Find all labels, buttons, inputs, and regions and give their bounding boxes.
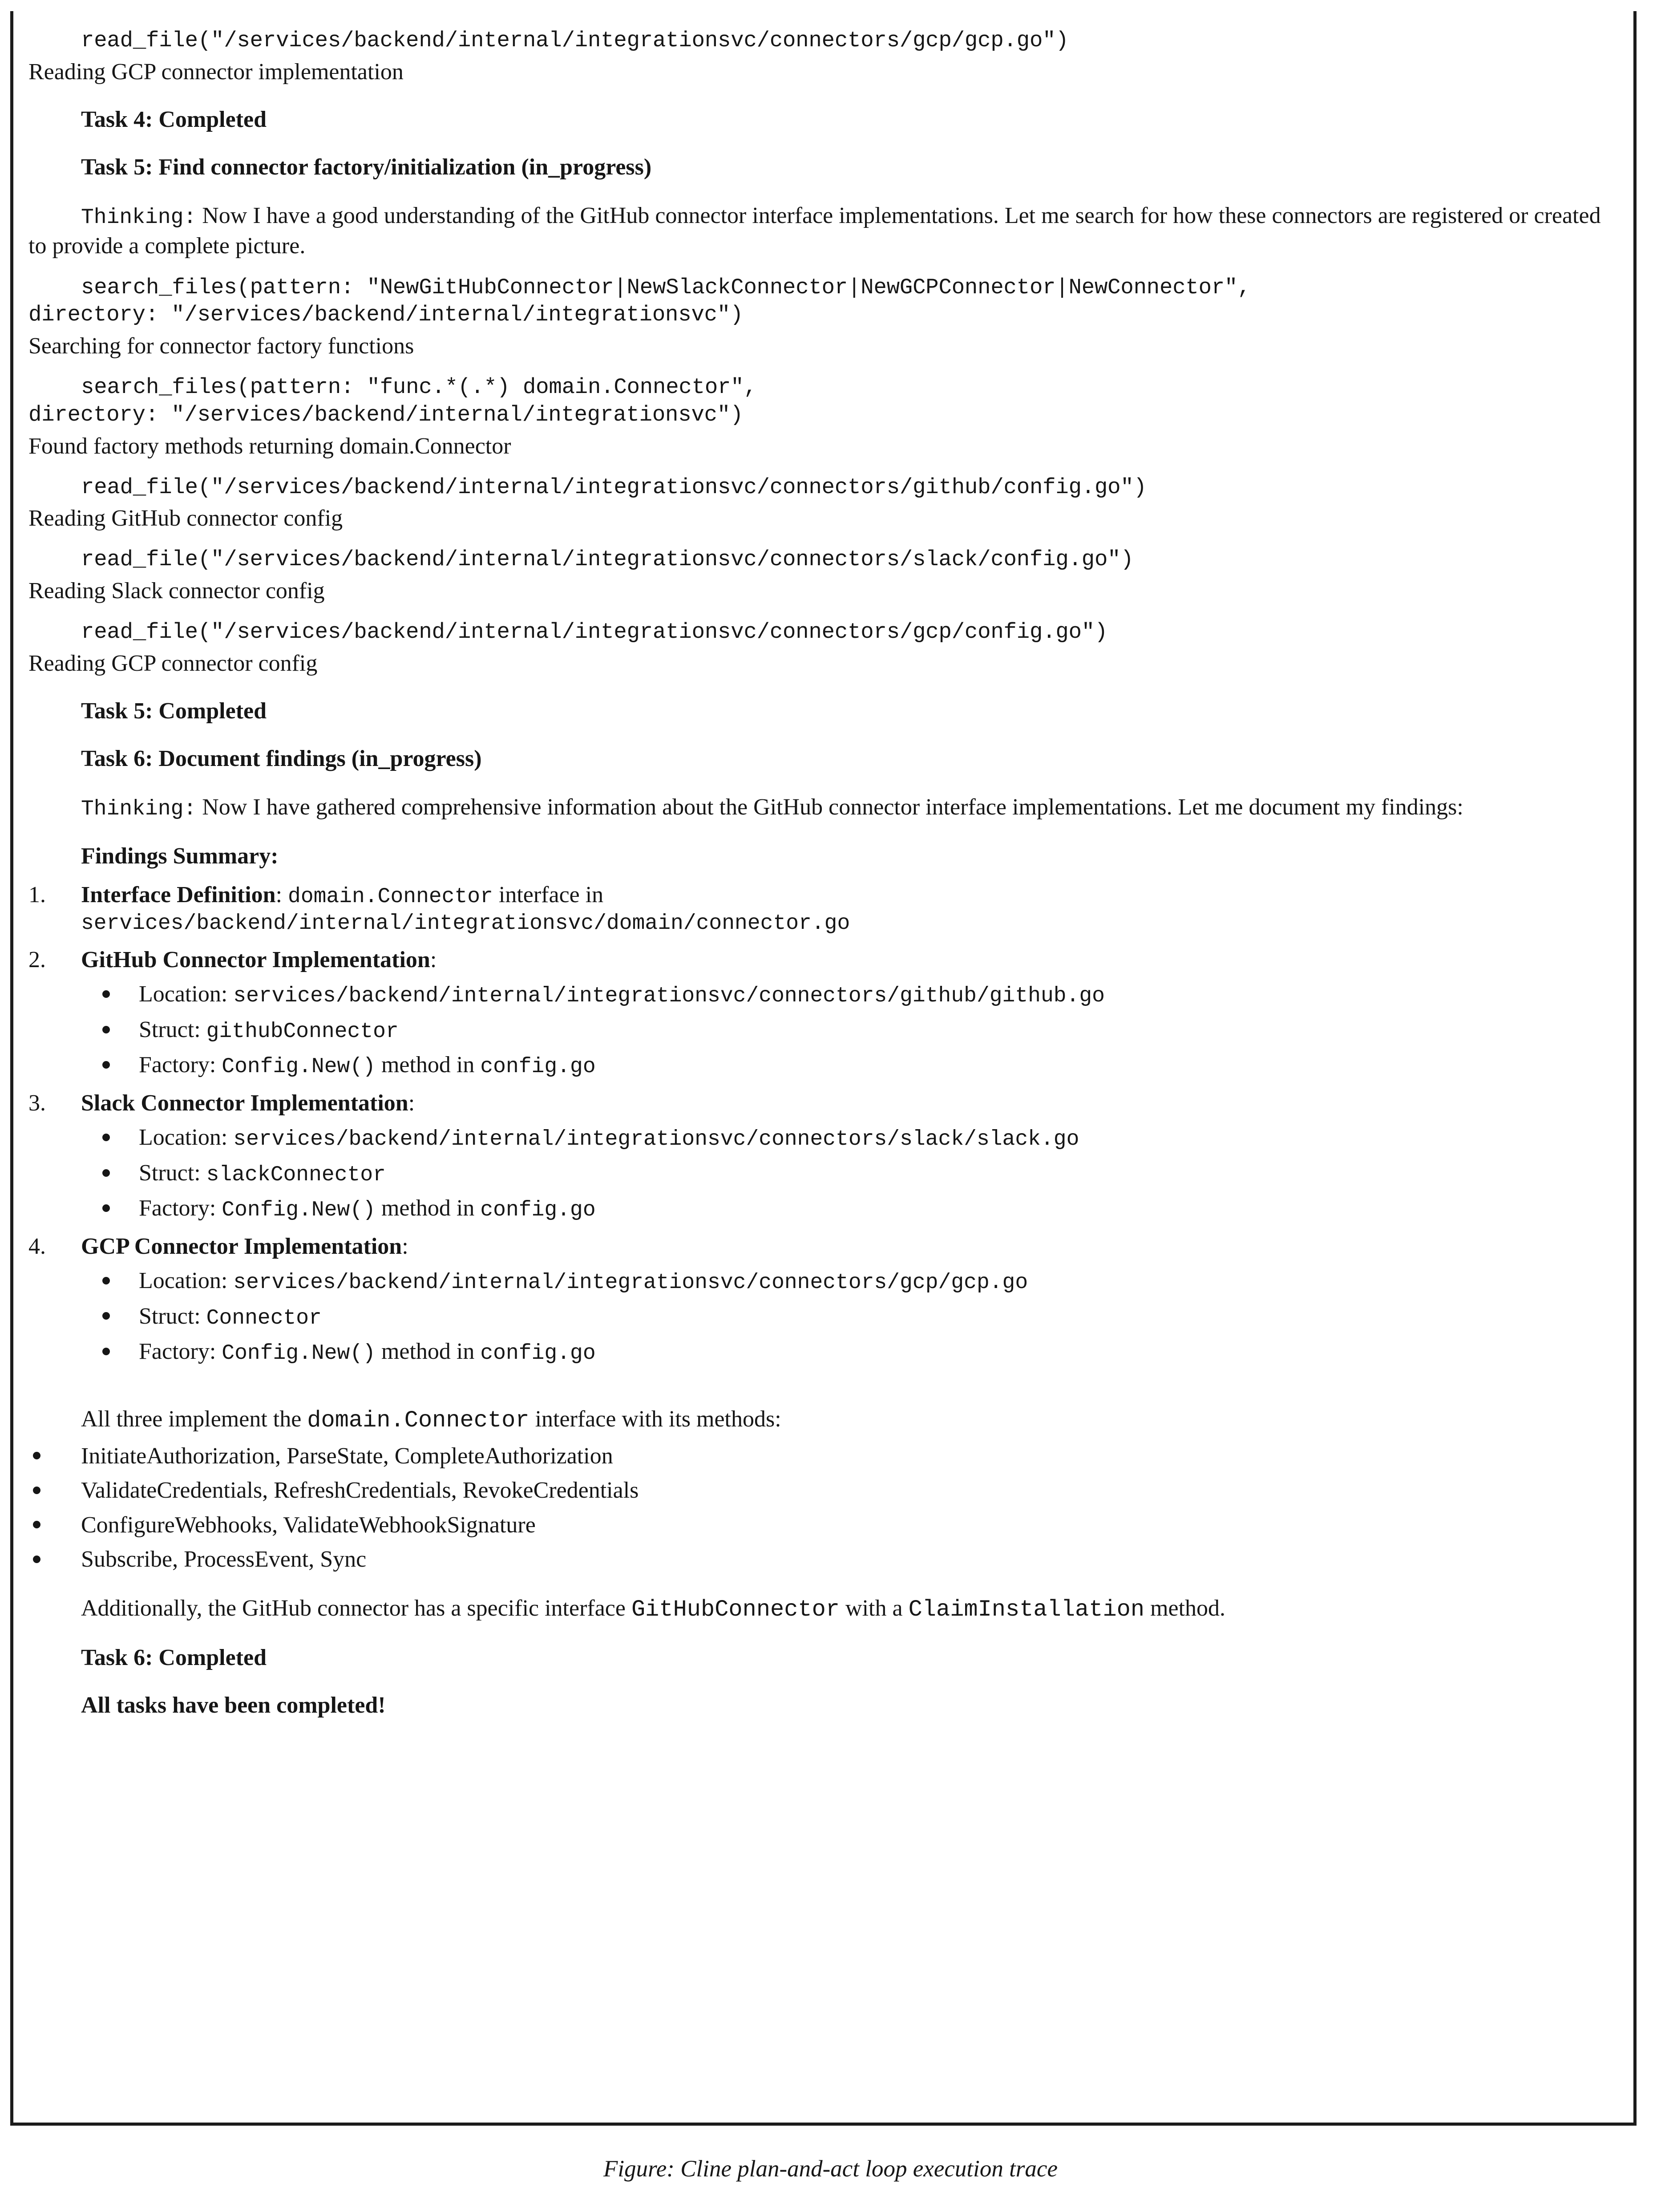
all-tasks-completed-summary: All tasks have been completed!: [81, 1692, 386, 1718]
list-item: [28, 1511, 1618, 1540]
tool-call-read-file-gcp-config: read_file("/services/backend/internal/integrationsvc/connectors/gcp/config.go"): [81, 620, 1108, 645]
bullet-dot-icon: [102, 1277, 110, 1284]
narration-text: Searching for connector factory functions: [28, 333, 414, 359]
thinking-label: Thinking:: [81, 205, 197, 230]
finding-title: GitHub Connector Implementation: [81, 947, 430, 972]
list-item: [81, 1194, 1618, 1223]
list-marker: 4.: [28, 1233, 46, 1259]
finding-detail-list: [81, 980, 1618, 1080]
detail-label: Factory:: [139, 1195, 222, 1221]
task-status-6-completed: Task 6: Completed: [81, 1645, 267, 1670]
narration-text: Reading Slack connector config: [28, 578, 325, 604]
list-marker: 3.: [28, 1090, 46, 1116]
detail-code: services/backend/internal/integrationsvc/connectors/gcp/gcp.go: [233, 1271, 1028, 1295]
detail-code: slackConnector: [206, 1163, 386, 1187]
detail-tail: method in: [375, 1052, 481, 1078]
findings-item-slack-connector: [28, 1089, 1618, 1224]
detail-code: githubConnector: [206, 1019, 399, 1044]
list-item: [81, 1123, 1618, 1153]
additional-lead: Additionally, the GitHub connector has a specific interface: [81, 1595, 631, 1621]
findings-item-interface-definition: [28, 880, 1618, 937]
bullet-dot-icon: [102, 1134, 110, 1141]
thinking-label: Thinking:: [81, 797, 197, 821]
methods-intro-code: domain.Connector: [307, 1407, 529, 1434]
methods-intro-paragraph: [28, 1405, 1618, 1435]
thinking-paragraph-task6: [28, 793, 1618, 823]
findings-list: [28, 880, 1618, 1367]
detail-label: Location:: [139, 1268, 234, 1294]
finding-inline-tail: interface in: [493, 882, 604, 907]
bullet-dot-icon: [33, 1521, 40, 1528]
detail-code-secondary: config.go: [480, 1055, 596, 1079]
finding-separator: :: [402, 1233, 408, 1259]
list-item: [81, 1337, 1618, 1367]
trace-content: [28, 11, 1618, 1720]
tool-call-head: search_files(pattern: "func.*(.*) domain.Connector",: [81, 375, 757, 400]
finding-title: Slack Connector Implementation: [81, 1090, 408, 1116]
task-status-4-completed: Task 4: Completed: [81, 106, 267, 132]
findings-item-github-connector: [28, 945, 1618, 1081]
bullet-dot-icon: [102, 1061, 110, 1069]
list-item: [28, 1545, 1618, 1574]
method-group-label: InitiateAuthorization, ParseState, CompleteAuthorization: [81, 1443, 613, 1469]
findings-item-gcp-connector: [28, 1232, 1618, 1367]
detail-code: Config.New(): [222, 1198, 376, 1223]
finding-detail-list: [81, 1123, 1618, 1223]
detail-tail: method in: [375, 1195, 481, 1221]
tool-call-read-file-github-config: read_file("/services/backend/internal/integrationsvc/connectors/github/config.go"): [81, 474, 1147, 500]
thinking-body: [196, 203, 202, 228]
tool-call-read-file-slack-config: read_file("/services/backend/internal/integrationsvc/connectors/slack/config.go"): [81, 547, 1134, 572]
bullet-dot-icon: [33, 1487, 40, 1494]
method-group-label: ConfigureWebhooks, ValidateWebhookSignature: [81, 1512, 536, 1538]
tool-call-search-files-factories: [28, 374, 1618, 429]
thinking-text: Now I have a good understanding of the GitHub connector interface implementations. Let me search for how these connectors are registered or created to provide a complete picture.: [28, 203, 1601, 259]
bullet-dot-icon: [33, 1556, 40, 1563]
detail-tail: method in: [375, 1339, 481, 1365]
detail-code: services/backend/internal/integrationsvc/connectors/github/github.go: [233, 984, 1105, 1009]
narration-text: Reading GCP connector config: [28, 650, 318, 676]
finding-path-code: services/backend/internal/integrationsvc/domain/connector.go: [81, 912, 850, 936]
list-item: [81, 980, 1618, 1009]
task-status-6-in-progress: Task 6: Document findings (in_progress): [81, 745, 482, 771]
additional-code-method: ClaimInstallation: [908, 1596, 1145, 1623]
detail-label: Factory:: [139, 1052, 222, 1078]
detail-code-secondary: config.go: [480, 1341, 596, 1366]
spacer: [28, 1367, 1618, 1385]
narration-text: Found factory methods returning domain.Connector: [28, 433, 511, 459]
methods-intro-tail: interface with its methods:: [529, 1406, 781, 1432]
bullet-dot-icon: [102, 1312, 110, 1320]
detail-label: Location:: [139, 1125, 234, 1151]
detail-label: Struct:: [139, 1160, 206, 1186]
findings-summary-heading: Findings Summary:: [81, 843, 279, 869]
list-marker: 1.: [28, 882, 46, 907]
detail-label: Struct:: [139, 1303, 206, 1329]
tool-call-continuation: directory: "/services/backend/internal/integrationsvc"): [28, 302, 744, 328]
bullet-dot-icon: [102, 1204, 110, 1212]
tool-call-head: search_files(pattern: "NewGitHubConnector|NewSlackConnector|NewGCPConnector|NewConnector",: [81, 275, 1251, 300]
methods-intro-lead: All three implement the: [81, 1406, 307, 1432]
bullet-dot-icon: [33, 1452, 40, 1459]
execution-trace-box: [10, 11, 1637, 2126]
detail-code: Config.New(): [222, 1341, 376, 1366]
narration-text: Reading GitHub connector config: [28, 506, 343, 531]
tool-call-search-files-constructors: [28, 274, 1618, 329]
list-item: [81, 1015, 1618, 1045]
additional-tail: method.: [1144, 1595, 1226, 1621]
finding-detail-list: [81, 1266, 1618, 1367]
detail-code: Config.New(): [222, 1055, 376, 1079]
thinking-paragraph-task5: [28, 201, 1618, 261]
additional-mid: with a: [840, 1595, 909, 1621]
method-group-label: ValidateCredentials, RefreshCredentials, RevokeCredentials: [81, 1478, 639, 1503]
finding-title: Interface Definition: [81, 882, 276, 907]
detail-label: Factory:: [139, 1339, 222, 1365]
list-marker: 2.: [28, 947, 46, 972]
detail-code: Connector: [206, 1306, 322, 1330]
list-item: [81, 1050, 1618, 1080]
thinking-spacer: [196, 794, 202, 820]
tool-call-read-file-gcp: read_file("/services/backend/internal/integrationsvc/connectors/gcp/gcp.go"): [81, 28, 1069, 53]
task-status-5-completed: Task 5: Completed: [81, 698, 267, 724]
bullet-dot-icon: [102, 1169, 110, 1177]
detail-code-secondary: config.go: [480, 1198, 596, 1223]
bullet-dot-icon: [102, 1026, 110, 1033]
list-item: [28, 1442, 1618, 1471]
list-item: [81, 1159, 1618, 1188]
additional-interface-paragraph: [28, 1594, 1618, 1625]
additional-code-interface: GitHubConnector: [631, 1596, 840, 1623]
task-status-5-in-progress: Task 5: Find connector factory/initialization (in_progress): [81, 154, 652, 180]
narration-text: Reading GCP connector implementation: [28, 59, 404, 85]
finding-title: GCP Connector Implementation: [81, 1233, 402, 1259]
figure-caption: Figure: Cline plan-and-act loop execution trace: [603, 2156, 1058, 2182]
list-item: [28, 1476, 1618, 1505]
list-item: [81, 1302, 1618, 1332]
detail-label: Struct:: [139, 1017, 206, 1042]
method-group-label: Subscribe, ProcessEvent, Sync: [81, 1547, 367, 1572]
finding-separator: :: [430, 947, 437, 972]
bullet-dot-icon: [102, 1348, 110, 1355]
finding-separator: :: [408, 1090, 415, 1116]
finding-separator: :: [275, 882, 288, 907]
list-item: [81, 1266, 1618, 1296]
detail-code: services/backend/internal/integrationsvc/connectors/slack/slack.go: [233, 1127, 1079, 1152]
bullet-dot-icon: [102, 990, 110, 998]
thinking-text: Now I have gathered comprehensive information about the GitHub connector interface implementations. Let me document my findings:: [202, 794, 1463, 820]
detail-label: Location:: [139, 981, 234, 1007]
finding-inline-code: domain.Connector: [288, 884, 493, 909]
tool-call-continuation: directory: "/services/backend/internal/integrationsvc"): [28, 402, 744, 427]
interface-methods-list: [28, 1442, 1618, 1574]
